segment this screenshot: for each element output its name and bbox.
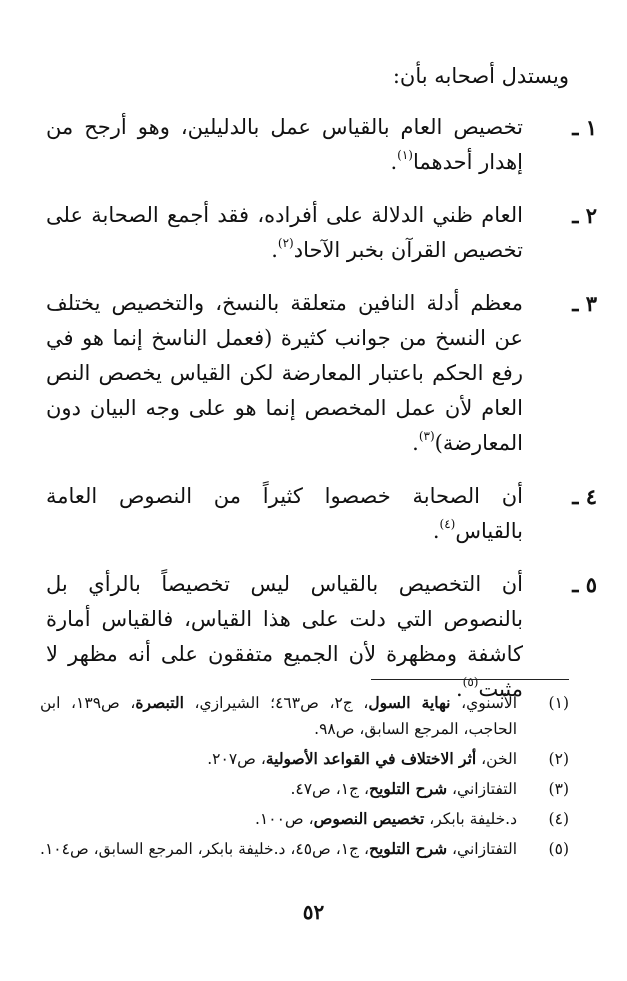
footnote-title: التبصرة (135, 693, 184, 712)
footnote-number: (٢) (548, 750, 569, 768)
numbered-list (46, 110, 597, 707)
footnote-text: التفتازاني، (447, 780, 517, 798)
footnote-ref: (٣) (418, 429, 435, 443)
item-end: . (390, 150, 398, 174)
footnote-title: نهاية السول (368, 693, 451, 712)
footnote-text: ، ص١٠٠. (254, 810, 314, 828)
item-text: أن التخصيص بالقياس ليس تخصيصاً بالرأي بل بالنصوص التي دلت على هذا القياس، فالقياس أمارة كاشفة ومظهرة لأن الجميع متفقون على أنه مظهر لا مثبت (46, 572, 523, 701)
item-end: . (412, 431, 419, 455)
item-number: ٣ ـ (572, 291, 597, 316)
list-item (46, 567, 597, 707)
footnote-text: ، ج١، ص٤٧. (290, 780, 369, 798)
footnote-ref: (٢) (277, 236, 294, 250)
footnote-title: شرح التلويح (368, 779, 448, 798)
footnote-title: تخصيص النصوص (313, 809, 425, 828)
item-text: أن الصحابة خصصوا كثيراً من النصوص العامة بالقياس (46, 484, 523, 543)
list-item (46, 110, 597, 180)
item-text: معظم أدلة النافين متعلقة بالنسخ، والتخصيص يختلف عن النسخ من جوانب كثيرة (فعمل الناسخ إنما هو في رفع الحكم باعتبار المعارضة لكن القياس يخصص النص العام لأن عمل المخصص إنما هو على وجه البيان دون المعارضة) (46, 291, 523, 455)
item-end: . (271, 238, 278, 262)
footnote-text: الأسنوي، (450, 694, 518, 712)
footnote-text: ، ص٢٠٧. (207, 750, 266, 768)
item-end: . (432, 519, 440, 543)
item-number: ٥ ـ (572, 572, 597, 597)
footnote-ref: (٥) (462, 675, 479, 689)
item-number: ٤ ـ (572, 484, 597, 509)
intro-line: ويستدل أصحابه بأن: (392, 64, 569, 88)
item-number: ٢ ـ (572, 203, 597, 228)
footnote-text: ، ج١، ص٤٥، د.خليفة بابكر، المرجع السابق، ص١٠٤. (40, 840, 369, 858)
footnote-text: ، ص١٣٩، ابن الحاجب، المرجع السابق، ص٩٨. (40, 694, 517, 738)
footnote-text: الخن، (476, 750, 517, 768)
footnote (40, 836, 569, 862)
footnote-text: د.خليفة بابكر، (424, 810, 517, 828)
list-item (46, 479, 597, 549)
footnote-number: (٣) (548, 780, 569, 798)
item-text: العام ظني الدلالة على أفراده، فقد أجمع الصحابة على تخصيص القرآن بخبر الآحاد (46, 203, 523, 262)
footnotes (40, 690, 569, 862)
item-text: تخصيص العام بالقياس عمل بالدليلين، وهو أرجح من إهدار أحدهما (46, 115, 523, 174)
footnote (40, 746, 569, 772)
footnote-number: (١) (548, 694, 569, 712)
footnote-ref: (١) (397, 148, 413, 162)
item-number: ١ ـ (572, 115, 597, 140)
footnote-number: (٤) (548, 810, 569, 828)
list-item (46, 198, 597, 268)
footnote-title: شرح التلويح (368, 839, 448, 858)
footnote-separator (371, 679, 569, 680)
footnote (40, 806, 569, 832)
footnote-ref: (٤) (439, 517, 456, 531)
footnote (40, 690, 569, 742)
item-end: . (455, 677, 463, 701)
footnote-text: التفتازاني، (447, 840, 517, 858)
footnote-number: (٥) (548, 840, 569, 858)
footnote (40, 776, 569, 802)
list-item (46, 286, 597, 461)
footnote-text: ، ج٢، ص٤٦٣؛ الشيرازي، (183, 694, 369, 712)
page-number: ٥٢ (302, 900, 325, 924)
footnote-title: أثر الاختلاف في القواعد الأصولية (265, 749, 477, 768)
